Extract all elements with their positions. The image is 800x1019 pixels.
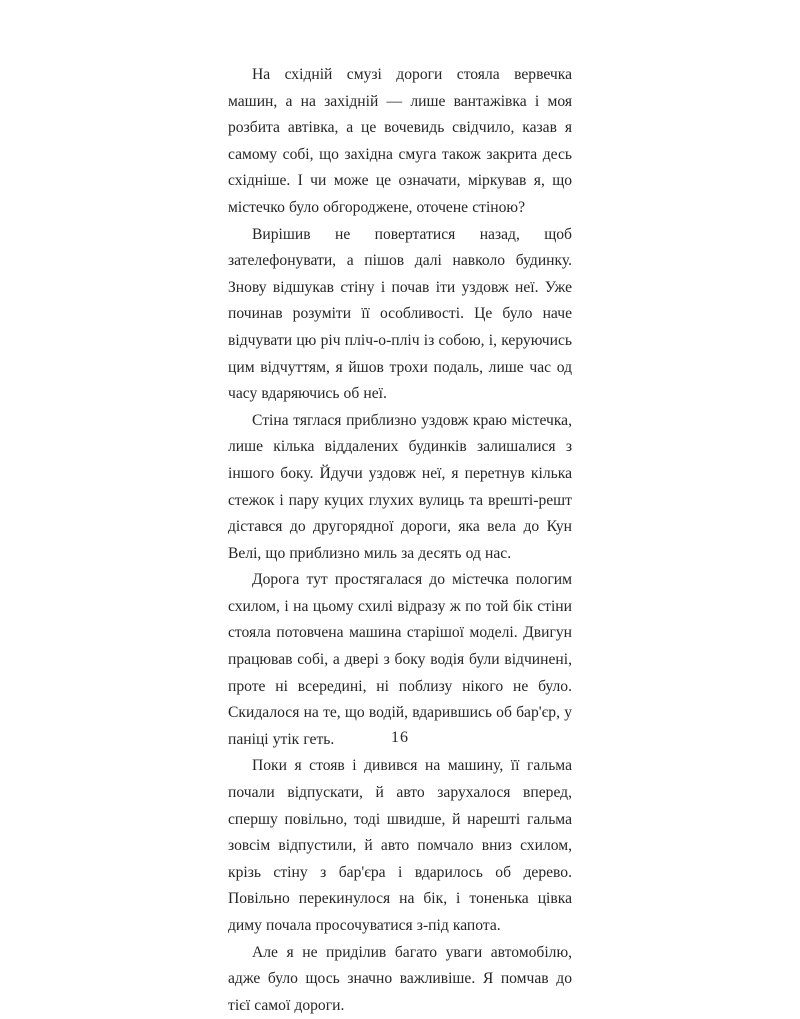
paragraph: Але я не приділив багато уваги автомобілю, адже було щось значно важливіше. Я помчав до тієї самої дороги. (228, 943, 572, 1014)
paragraph: Дорога тут простягалася до містечка пологим схилом, і на цьому схилі відразу ж по той бік стіни стояла потовчена машина старішої моделі. Двигун працював собі, а двері з боку водія були відчинені, проте ні всередині, ні поблизу нікого не було. Скидалося на те, що водій, вдарившись об бар'єр, у паніці утік геть. (228, 571, 572, 748)
paragraph: На східній смузі дороги стояла вервечка машин, а на західній — лише вантажівка і моя розбита автівка, а це вочевидь свідчило, казав я самому собі, що західна смуга також закрита десь східніше. І чи може це означати, міркував я, що містечко було обгороджене, оточене стіною? (228, 66, 572, 216)
page-number: 16 (391, 729, 409, 746)
paragraph: Стіна тяглася приблизно уздовж краю містечка, лише кілька віддалених будинків залишалися з іншого боку. Йдучи уздовж неї, я перетнув кілька стежок і пару куцих глухих вулиць та врешті-решт дістався до другорядної дороги, яка вела до Кун Велі, що приблизно миль за десять од нас. (228, 411, 572, 562)
paragraph: Поки я стояв і дивився на машину, її гальма почали відпускати, й авто зарухалося вперед, спершу повільно, тоді швидше, й нарешті гальма зовсім відпустили, й авто помчало вниз схилом, крізь стіну з бар'єра і вдарилось об дерево. Повільно перекинулося на бік, і тоненька цівка диму почала просочуватися з-під капота. (228, 757, 572, 934)
paragraph: Вирішив не повертатися назад, щоб зателефонувати, а пішов далі навколо будинку. Знову відшукав стіну і почав іти уздовж неї. Уже починав розуміти її особливості. Це було наче відчувати цю річ пліч-о-пліч із собою, і, керуючись цим відчуттям, я йшов трохи подаль, лише час од часу вдаряючись об неї. (228, 225, 572, 403)
body-text (228, 62, 572, 1019)
